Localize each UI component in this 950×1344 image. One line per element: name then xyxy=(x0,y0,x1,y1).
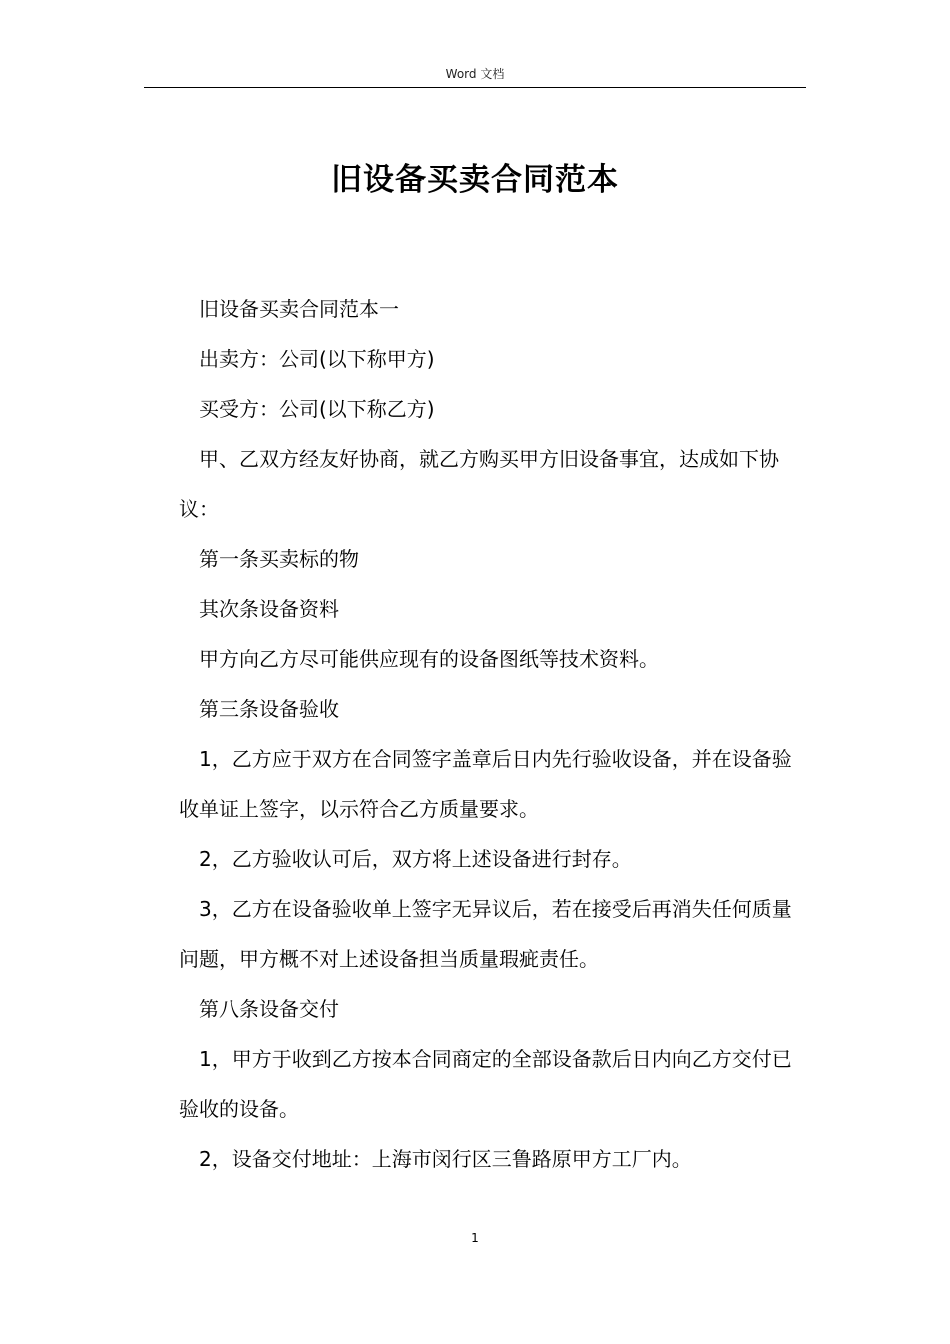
paragraph: 买受方：公司(以下称乙方) xyxy=(199,397,435,421)
paragraph: 甲方向乙方尽可能供应现有的设备图纸等技术资料。 xyxy=(199,647,659,671)
paragraph: 第三条设备验收 xyxy=(199,697,339,721)
document-body xyxy=(179,284,806,1184)
page-number: 1 xyxy=(471,1231,479,1245)
paragraph: 1，甲方于收到乙方按本合同商定的全部设备款后日内向乙方交付已验收的设备。 xyxy=(179,1047,792,1121)
paragraph: 3，乙方在设备验收单上签字无异议后，若在接受后再消失任何质量问题，甲方概不对上述设备担当质量瑕疵责任。 xyxy=(179,897,792,971)
paragraph: 2，设备交付地址：上海市闵行区三鲁路原甲方工厂内。 xyxy=(199,1147,692,1171)
document-title: 旧设备买卖合同范本 xyxy=(331,162,619,198)
paragraph: 甲、乙双方经友好协商，就乙方购买甲方旧设备事宜，达成如下协议： xyxy=(179,447,779,521)
paragraph: 旧设备买卖合同范本一 xyxy=(199,297,399,321)
paragraph: 其次条设备资料 xyxy=(199,597,339,621)
page-header: Word 文档 xyxy=(445,67,505,81)
paragraph: 出卖方：公司(以下称甲方) xyxy=(199,347,435,371)
paragraph: 第八条设备交付 xyxy=(199,997,339,1021)
paragraph: 2，乙方验收认可后，双方将上述设备进行封存。 xyxy=(199,847,632,871)
header-divider xyxy=(144,87,806,88)
paragraph: 第一条买卖标的物 xyxy=(199,547,359,571)
paragraph: 1，乙方应于双方在合同签字盖章后日内先行验收设备，并在设备验收单证上签字，以示符合乙方质量要求。 xyxy=(179,747,792,821)
